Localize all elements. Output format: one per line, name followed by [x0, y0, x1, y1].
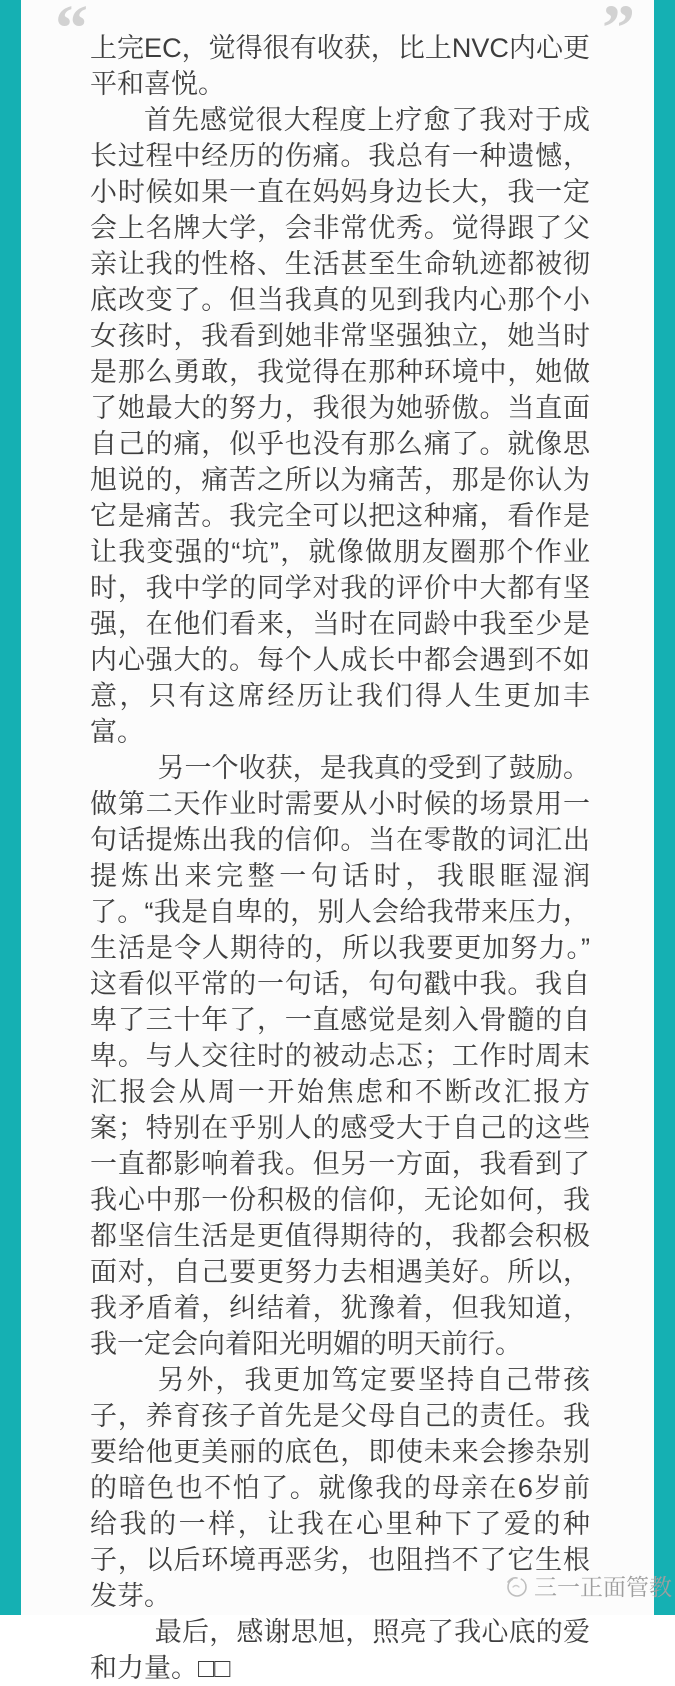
open-quote-mark: “	[55, 0, 88, 65]
watermark-logo-icon	[503, 1573, 529, 1599]
close-quote-mark: ”	[602, 0, 635, 65]
left-accent-bar	[0, 0, 21, 1615]
article-body	[90, 30, 590, 1686]
watermark-label: 三一正面管教	[534, 1574, 672, 1600]
watermark	[503, 1569, 672, 1602]
paragraph-parenting: 另外，我更加笃定要坚持自己带孩子，养育孩子首先是父母自己的责任。我要给他更美丽的底色，即使未来会掺杂别的暗色也不怕了。就像我的母亲在6岁前给我的一样，让我在心里种下了爱的种子，以后环境再恶劣，也阻挡不了它生根发芽。	[90, 1365, 590, 1611]
paragraph-encouragement: 另一个收获，是我真的受到了鼓励。做第二天作业时需要从小时候的场景用一句话提炼出我的信仰。当在零散的词汇出提炼出来完整一句话时，我眼眶湿润了。“我是自卑的，别人会给我带来压力，生活是令人期待的，所以我要更加努力。” 这看似平常的一句话，句句戳中我。我自卑了三十年了，一直感觉是刻入骨髓的自卑。与人交往时的被动忐忑；工作时周末汇报会从周一开始焦虑和不断改汇报方案；特别在乎别人的感受大于自己的这些一直都影响着我。但另一方面，我看到了我心中那一份积极的信仰，无论如何，我都坚信生活是更值得期待的，我都会积极面对，自己要更努力去相遇美好。所以，我矛盾着，纠结着，犹豫着，但我知道，我一定会向着阳光明媚的明天前行。	[90, 753, 590, 1359]
right-accent-bar	[654, 0, 675, 1615]
paragraph-thanks: 最后，感谢思旭，照亮了我心底的爱和力量。□□	[90, 1617, 590, 1683]
paragraph-intro: 上完EC，觉得很有收获，比上NVC内心更平和喜悦。	[90, 33, 590, 99]
paragraph-healing: 首先感觉很大程度上疗愈了我对于成长过程中经历的伤痛。我总有一种遗憾，小时候如果一直在妈妈身边长大，我一定会上名牌大学，会非常优秀。觉得跟了父亲让我的性格、生活甚至生命轨迹都被彻底改变了。但当我真的见到我内心那个小女孩时，我看到她非常坚强独立，她当时是那么勇敢，我觉得在那种环境中，她做了她最大的努力，我很为她骄傲。当直面自己的痛，似乎也没有那么痛了。就像思旭说的，痛苦之所以为痛苦，那是你认为它是痛苦。我完全可以把这种痛，看作是让我变强的“坑”，就像做朋友圈那个作业时，我中学的同学对我的评价中大都有坚强，在他们看来，当时在同龄中我至少是内心强大的。每个人成长中都会遇到不如意，只有这席经历让我们得人生更加丰富。	[90, 105, 590, 747]
